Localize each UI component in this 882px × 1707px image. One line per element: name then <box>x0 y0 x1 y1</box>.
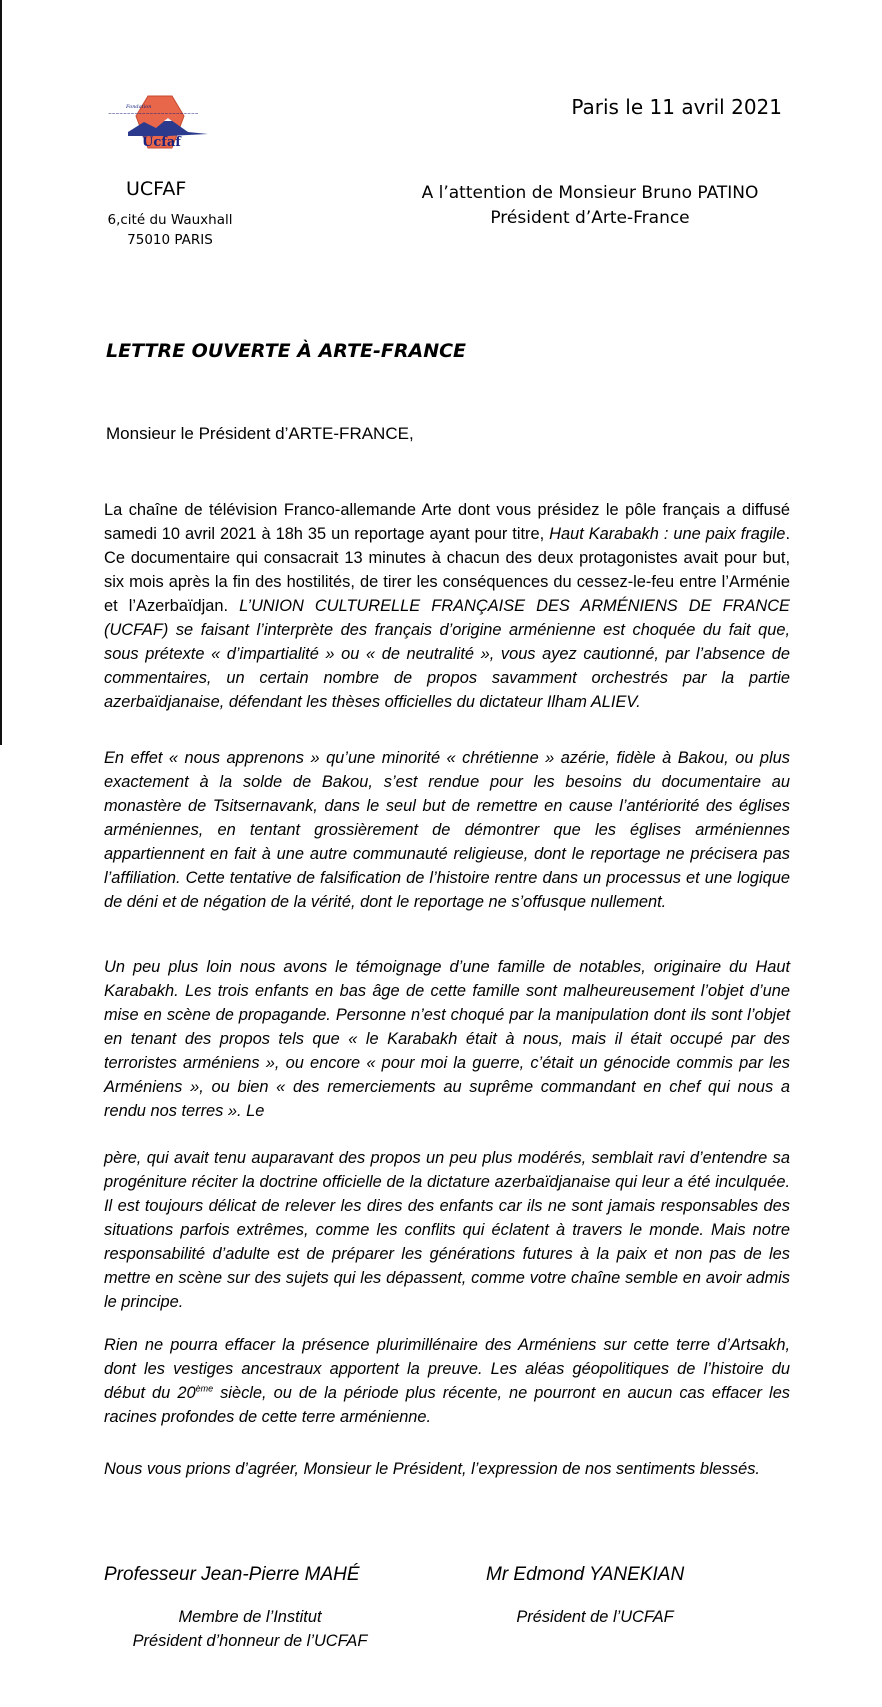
signatory-right-titles <box>470 1605 720 1629</box>
paragraph-1 <box>104 498 790 714</box>
signatory-left-name: Professeur Jean-Pierre MAHÉ <box>104 1564 360 1585</box>
svg-text:Ucfaf: Ucfaf <box>142 135 181 150</box>
org-name: UCFAF <box>126 178 187 200</box>
paragraph-5 <box>104 1333 790 1429</box>
paragraph-5-part-b: siècle, ou de la période plus récente, ne pourront en aucun cas effacer les racines profondes de cette terre arménienne. <box>104 1384 790 1426</box>
paragraph-1-part-a: La chaîne de télévision Franco-allemande Arte dont vous présidez le pôle français a diffusé samedi 10 avril 2021 à 18h 35 un reportage ayant pour titre, <box>104 501 790 543</box>
left-margin-rule <box>0 0 2 745</box>
century-superscript: ème <box>195 1383 214 1394</box>
svg-text:Fondation: Fondation <box>126 104 152 110</box>
signatory-left-title-1: Membre de l’Institut <box>178 1608 322 1626</box>
letter-date: Paris le 11 avril 2021 <box>571 95 782 119</box>
ucfaf-logo-graphic <box>108 92 226 164</box>
paragraph-1-part-d: L’UNION CULTURELLE FRANÇAISE DES ARMÉNIENS DE FRANCE (UCFAF) se faisant l’interprète des français d’origine arménienne est choquée du fait que, sous prétexte « d’impartialité » ou « de neutralité », vous ayez cautionné, par l’absence de commentaires, un certain nombre de propos savamment orchestrés par la partie azerbaïdjanaise, défendant les thèses officielles du dictateur Ilham ALIEV. <box>104 597 790 711</box>
closing-paragraph: Nous vous prions d’agréer, Monsieur le Président, l’expression de nos sentiments blessés. <box>104 1460 760 1478</box>
paragraph-2: En effet « nous apprenons » qu’une minorité « chrétienne » azérie, fidèle à Bakou, ou plus exactement à la solde de Bakou, s’est rendue pour les besoins du documentaire au monastère de Tsitsernavank, dans le seul but de remettre en cause l’antériorité des églises arméniennes, en tentant grossièrement de démontrer que les églises arméniennes appartiennent en fait à une autre communauté religieuse, dont le reportage ne précisera pas l’affiliation. Cette tentative de falsification de l’histoire rentre dans un processus et une logique de déni et de négation de la vérité, dont le reportage ne s’offusque nullement. <box>104 749 790 911</box>
paragraph-1-part-c: . Ce documentaire qui consacrait 13 minutes à chacun des deux protagonistes avait pour but, six mois après la fin des hostilités, de tirer les conséquences du cessez-le-feu entre l’Arménie et l’Azerbaïdjan. <box>104 525 790 615</box>
address-line-2: 75010 PARIS <box>127 232 213 248</box>
recipient-block <box>390 181 790 231</box>
recipient-line-1: A l’attention de Monsieur Bruno PATINO <box>421 183 759 203</box>
documentary-title: Haut Karabakh : une paix fragile <box>549 525 786 543</box>
recipient-line-2: Président d’Arte-France <box>490 208 690 228</box>
paragraph-5-part-a: Rien ne pourra effacer la présence plurimillénaire des Arméniens sur cette terre d’Artsakh, dont les vestiges ancestraux apportent la preuve. Les aléas géopolitiques de l’histoire du début du 20 <box>104 1336 790 1402</box>
signatory-left-titles <box>110 1605 390 1653</box>
letter-title: LETTRE OUVERTE À ARTE-FRANCE <box>106 340 467 362</box>
paragraph-3: Un peu plus loin nous avons le témoignage d’une famille de notables, originaire du Haut Karabakh. Les trois enfants en bas âge de cette famille sont malheureusement l’objet d’une mise en scène de propagande. Personne n’est choqué par la manipulation dont ils sont l’objet en tenant des propos tels que « le Karabakh était à nous, mais il était occupé par des terroristes arméniens », ou encore « pour moi la guerre, c’était un génocide commis par les Arméniens », ou bien « des remerciements au suprême commandant en chef qui nous a rendu nos terres ». Le <box>104 958 790 1120</box>
signatory-right-title-1: Président de l’UCFAF <box>516 1608 674 1626</box>
address-line-1: 6,cité du Wauxhall <box>107 212 233 228</box>
org-address <box>100 210 240 250</box>
signatory-right-name: Mr Edmond YANEKIAN <box>486 1564 685 1585</box>
ucfaf-logo <box>108 92 226 164</box>
svg-text:~~~~~~~~~~~~~~~~~~~~~~~~: ~~~~~~~~~~~~~~~~~~~~~~~~ <box>108 112 199 117</box>
signatory-left-title-2: Président d’honneur de l’UCFAF <box>132 1632 368 1650</box>
paragraph-4: père, qui avait tenu auparavant des propos un peu plus modérés, semblait ravi d’entendre sa progéniture réciter la doctrine officielle de la dictature azerbaïdjanaise qui leur a été inculquée. Il est toujours délicat de relever les dires des enfants car ils ne sont jamais responsables des situations parfois extrêmes, comme les conflits qui éclatent à travers le monde. Mais notre responsabilité d’adulte est de préparer les générations futures à la paix et non pas de les mettre en scène sur des sujets qui les dépassent, comme votre chaîne semble en avoir admis le principe. <box>104 1149 790 1311</box>
salutation: Monsieur le Président d’ARTE-FRANCE, <box>106 424 414 443</box>
